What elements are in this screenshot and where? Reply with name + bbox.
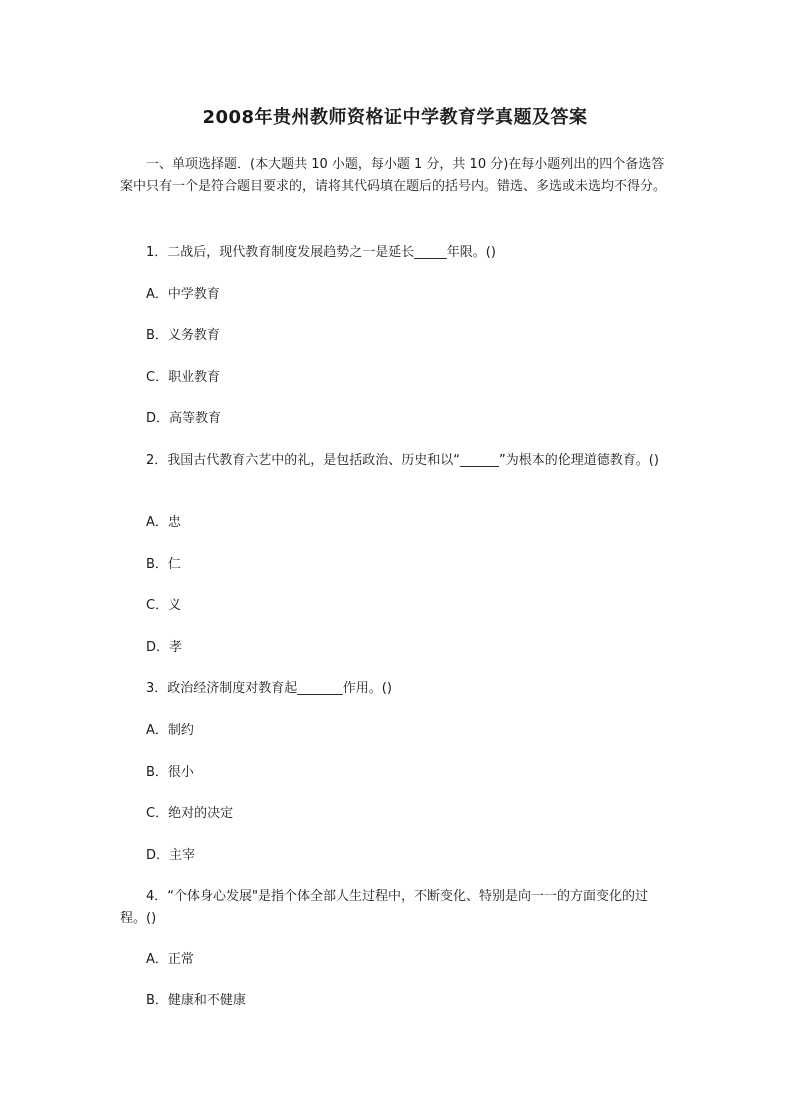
question-4: 4．“个体身心发展"是指个体全部人生过程中，不断变化、特别是向一一的方面变化的过程。() xyxy=(120,889,648,926)
question-3-option-c: C．绝对的决定 xyxy=(146,806,234,821)
question-1-option-d: D．高等教育 xyxy=(146,411,222,426)
question-1-option-a: A．中学教育 xyxy=(146,287,220,302)
question-3-option-a: A．制约 xyxy=(146,723,194,738)
question-2-option-d: D．孝 xyxy=(146,640,183,655)
question-2-option-c: C．义 xyxy=(146,598,182,613)
question-3: 3．政治经济制度对教育起_______作用。() xyxy=(146,681,392,696)
question-3-option-b: B．很小 xyxy=(146,765,194,780)
question-4-option-b: B．健康和不健康 xyxy=(146,993,246,1008)
question-1: 1．二战后，现代教育制度发展趋势之一是延长_____年限。() xyxy=(146,245,496,260)
question-4-option-a: A．正常 xyxy=(146,952,194,967)
question-2-option-a: A．忠 xyxy=(146,515,181,530)
question-2-option-b: B．仁 xyxy=(146,557,181,572)
section-instructions: 一、单项选择题．(本大题共 10 小题，每小题 1 分，共 10 分)在每小题列出的四个备选答案中只有一个是符合题目要求的，请将其代码填在题后的括号内。错选、多选或未选均不得分。 xyxy=(120,157,667,194)
document-title: 2008年贵州教师资格证中学教育学真题及答案 xyxy=(202,107,588,128)
question-1-option-b: B．义务教育 xyxy=(146,328,220,343)
question-1-option-c: C．职业教育 xyxy=(146,370,221,385)
question-2: 2．我国古代教育六艺中的礼，是包括政治、历史和以“______”为根本的伦理道德教育。() xyxy=(146,453,659,468)
question-3-option-d: D．主宰 xyxy=(146,848,196,863)
